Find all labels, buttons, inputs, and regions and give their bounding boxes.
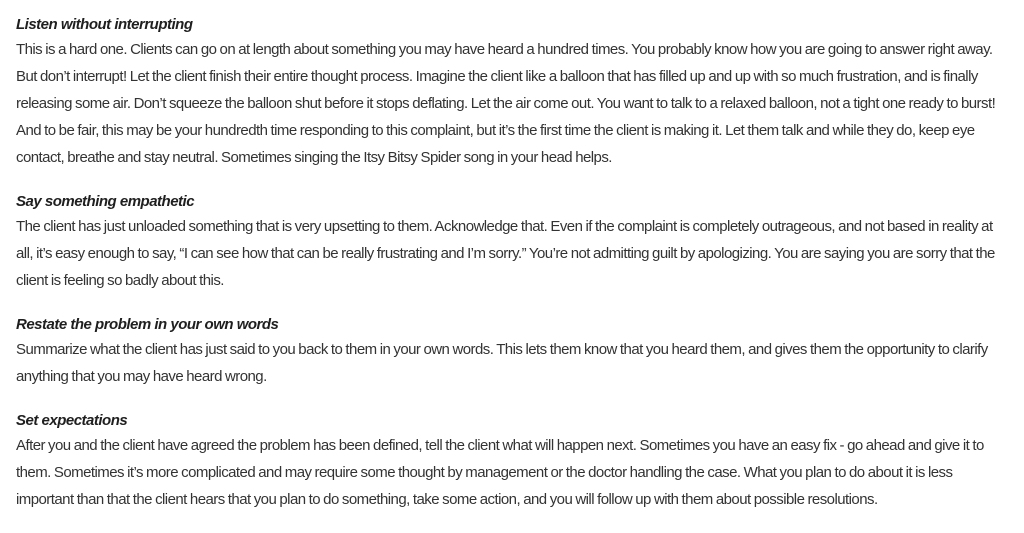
section-listen	[16, 14, 1008, 171]
section-heading: Restate the problem in your own words	[16, 316, 279, 333]
article-content	[16, 14, 1008, 513]
section-heading: Set expectations	[16, 412, 128, 429]
section-paragraph: The client has just unloaded something that is very upsetting to them. Acknowledge that. Even if the complaint is completely outrageous, and not based in reality at all, it’s easy enough to say, “I can see how that can be really frustrating and I’m sorry.” You’re not admitting guilt by apologizing. You are saying you are sorry that the client is feeling so badly about this.	[16, 218, 995, 289]
section-paragraph: After you and the client have agreed the problem has been defined, tell the client what will happen next. Sometimes you have an easy fix - go ahead and give it to them. Sometimes it’s more complicated and may require some thought by management or the doctor handling the case. What you plan to do about it is less important than that the client hears that you plan to do something, take some action, and you will follow up with them about possible resolutions.	[16, 437, 984, 508]
section-heading: Say something empathetic	[16, 193, 195, 210]
section-restate	[16, 314, 1008, 390]
section-paragraph: Summarize what the client has just said to you back to them in your own words. This lets them know that you heard them, and gives them the opportunity to clarify anything that you may have heard wrong.	[16, 341, 988, 385]
section-empathetic	[16, 191, 1008, 294]
section-paragraph: This is a hard one. Clients can go on at length about something you may have heard a hundred times. You probably know how you are going to answer right away. But don’t interrupt! Let the client finish their entire thought process. Imagine the client like a balloon that has filled up and up with so much frustration, and is finally releasing some air. Don’t squeeze the balloon shut before it stops deflating. Let the air come out. You want to talk to a relaxed balloon, not a tight one ready to burst! And to be fair, this may be your hundredth time responding to this complaint, but it’s the first time the client is making it. Let them talk and while they do, keep eye contact, breathe and stay neutral. Sometimes singing the Itsy Bitsy Spider song in your head helps.	[16, 41, 996, 166]
section-expectations	[16, 410, 1008, 513]
section-heading: Listen without interrupting	[16, 16, 193, 33]
